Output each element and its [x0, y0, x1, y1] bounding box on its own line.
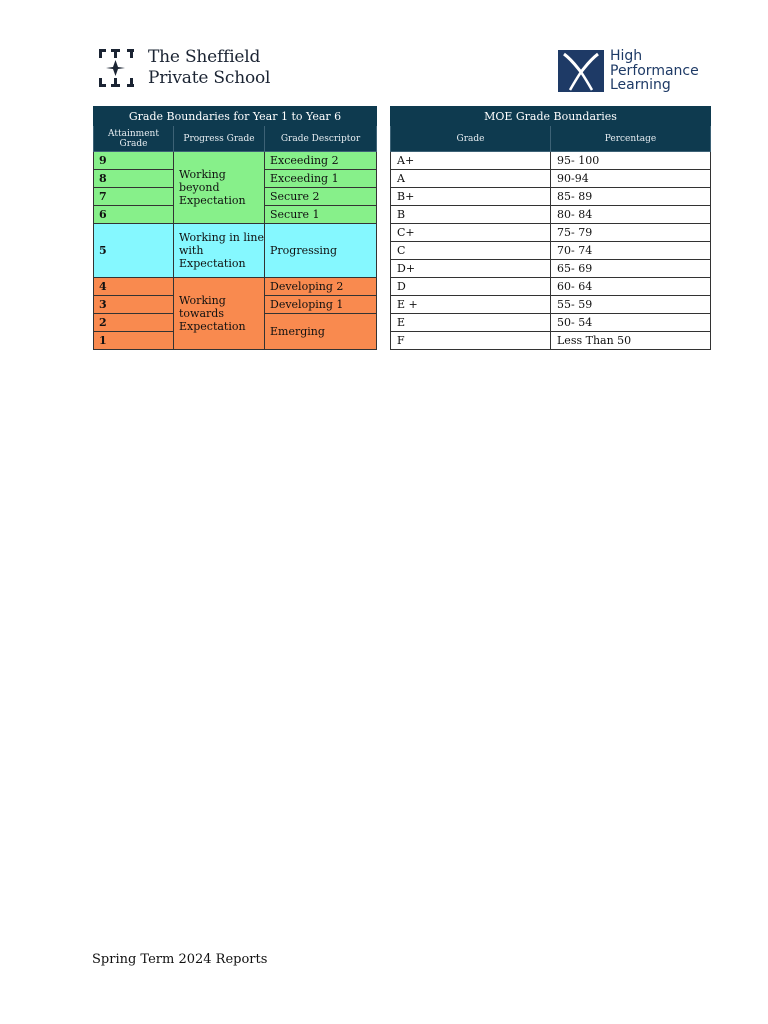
- descriptor-cell: Emerging: [265, 314, 377, 350]
- table-row: [391, 206, 711, 224]
- table-row: [391, 170, 711, 188]
- percentage-cell: 50- 54: [551, 314, 711, 332]
- attainment-cell: 7: [94, 188, 174, 206]
- page-footer: Spring Term 2024 Reports: [92, 952, 268, 967]
- grade-cell: B: [391, 206, 551, 224]
- attainment-cell: 5: [94, 224, 174, 278]
- school-crest-icon: [96, 47, 142, 89]
- attainment-cell: 2: [94, 314, 174, 332]
- table-row: [391, 332, 711, 350]
- hpl-emblem-icon: [558, 50, 604, 92]
- grade-cell: A+: [391, 152, 551, 170]
- header-grade: Grade: [391, 126, 551, 152]
- table-row: [391, 278, 711, 296]
- grade-cell: B+: [391, 188, 551, 206]
- hpl-logo: [558, 49, 699, 93]
- percentage-cell: 70- 74: [551, 242, 711, 260]
- percentage-cell: 90-94: [551, 170, 711, 188]
- descriptor-cell: Developing 2: [265, 278, 377, 296]
- school-logo: [96, 46, 270, 90]
- percentage-cell: 80- 84: [551, 206, 711, 224]
- school-name: [148, 47, 270, 89]
- descriptor-cell: Progressing: [265, 224, 377, 278]
- left-table-title: Grade Boundaries for Year 1 to Year 6: [94, 107, 377, 126]
- table-row: [391, 260, 711, 278]
- year1-6-grade-table: [93, 106, 377, 350]
- percentage-cell: 85- 89: [551, 188, 711, 206]
- descriptor-cell: Secure 1: [265, 206, 377, 224]
- attainment-cell: 9: [94, 152, 174, 170]
- table-row: [391, 242, 711, 260]
- percentage-cell: 65- 69: [551, 260, 711, 278]
- grade-cell: D: [391, 278, 551, 296]
- hpl-line2: Performance: [610, 62, 699, 79]
- descriptor-cell: Exceeding 1: [265, 170, 377, 188]
- grade-cell: C: [391, 242, 551, 260]
- moe-grade-table: [390, 106, 711, 350]
- descriptor-cell: Exceeding 2: [265, 152, 377, 170]
- percentage-cell: 60- 64: [551, 278, 711, 296]
- descriptor-cell: Secure 2: [265, 188, 377, 206]
- percentage-cell: Less Than 50: [551, 332, 711, 350]
- grade-cell: D+: [391, 260, 551, 278]
- grade-cell: F: [391, 332, 551, 350]
- grade-cell: E +: [391, 296, 551, 314]
- percentage-cell: 75- 79: [551, 224, 711, 242]
- table-row: [391, 152, 711, 170]
- percentage-cell: 55- 59: [551, 296, 711, 314]
- header-grade-descriptor: Grade Descriptor: [265, 126, 377, 152]
- hpl-line3: Learning: [610, 77, 671, 93]
- descriptor-cell: Developing 1: [265, 296, 377, 314]
- right-table-title: MOE Grade Boundaries: [391, 107, 711, 126]
- attainment-cell: 8: [94, 170, 174, 188]
- attainment-cell: 3: [94, 296, 174, 314]
- school-name-line1: The Sheffield: [148, 47, 261, 67]
- table-row: [391, 188, 711, 206]
- attainment-cell: 4: [94, 278, 174, 296]
- progress-cell-towards: Working towards Expectation: [174, 278, 265, 350]
- table-row: [391, 314, 711, 332]
- progress-cell-inline: Working in line with Expectation: [174, 224, 265, 278]
- table-row: [391, 224, 711, 242]
- attainment-cell: 6: [94, 206, 174, 224]
- percentage-cell: 95- 100: [551, 152, 711, 170]
- grade-cell: C+: [391, 224, 551, 242]
- header-percentage: Percentage: [551, 126, 711, 152]
- table-row: [391, 296, 711, 314]
- school-name-line2: Private School: [148, 68, 271, 88]
- header-progress-grade: Progress Grade: [174, 126, 265, 152]
- header-attainment-grade: Attainment Grade: [94, 126, 174, 152]
- progress-cell-beyond: Working beyond Expectation: [174, 152, 265, 224]
- attainment-cell: 1: [94, 332, 174, 350]
- hpl-line1: High: [610, 48, 643, 64]
- grade-cell: E: [391, 314, 551, 332]
- grade-cell: A: [391, 170, 551, 188]
- hpl-name: [610, 49, 699, 93]
